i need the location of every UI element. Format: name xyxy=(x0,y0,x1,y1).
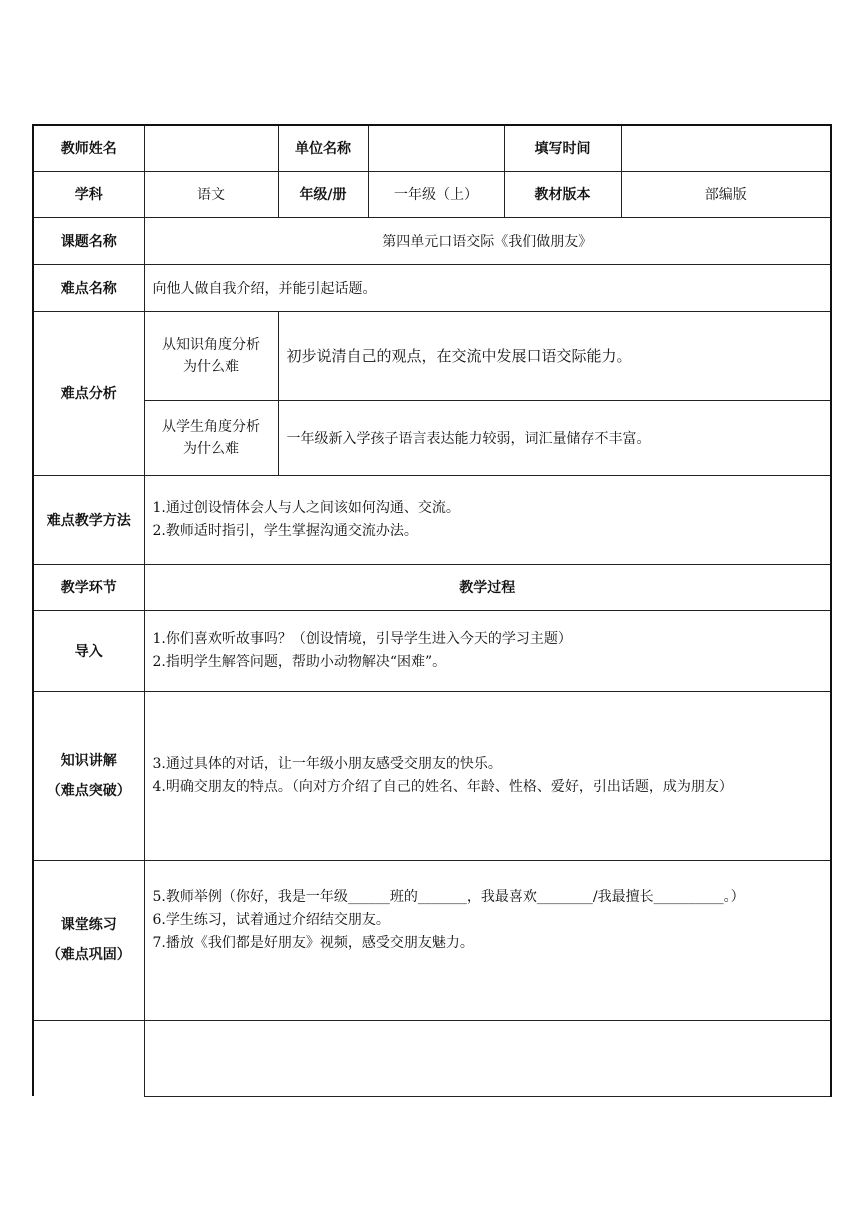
process-stage-header: 教学环节 xyxy=(33,564,144,610)
topic-row xyxy=(33,217,831,264)
student-angle-label xyxy=(144,400,278,475)
knowledge-content xyxy=(144,691,831,860)
lesson-plan-table xyxy=(32,124,832,1097)
intro-item: 1.你们喜欢听故事吗？（创设情境，引导学生进入今天的学习主题） xyxy=(152,630,572,647)
blank-value xyxy=(144,1020,831,1096)
process-header-row xyxy=(33,564,831,610)
fill-date-label: 填写时间 xyxy=(504,125,621,171)
difficulty-label: 难点名称 xyxy=(33,264,144,311)
practice-label xyxy=(33,860,144,1020)
knowledge-row xyxy=(33,691,831,860)
intro-item: 2.指明学生解答问题，帮助小动物解决“困难”。 xyxy=(152,653,447,670)
fill-date-value xyxy=(621,125,831,171)
intro-content xyxy=(144,610,831,691)
student-angle-line-1: 从学生角度分析 xyxy=(162,418,260,435)
analysis-row-knowledge xyxy=(33,311,831,400)
practice-content xyxy=(144,860,831,1020)
practice-row xyxy=(33,860,831,1020)
method-content xyxy=(144,475,831,564)
method-row xyxy=(33,475,831,564)
knowledge-angle-line-2: 为什么难 xyxy=(183,358,239,375)
method-item: 2.教师适时指引，学生掌握沟通交流办法。 xyxy=(152,522,418,539)
teacher-name-label: 教师姓名 xyxy=(33,125,144,171)
topic-value: 第四单元口语交际《我们做朋友》 xyxy=(144,217,831,264)
blank-label xyxy=(33,1020,144,1096)
unit-name-value xyxy=(368,125,504,171)
knowledge-item: 4.明确交朋友的特点。（向对方介绍了自己的姓名、年龄、性格、爱好，引出话题，成为朋友） xyxy=(152,778,733,795)
teacher-name-value xyxy=(144,125,278,171)
header-row-2 xyxy=(33,171,831,217)
edition-value: 部编版 xyxy=(621,171,831,217)
difficulty-row xyxy=(33,264,831,311)
subject-value: 语文 xyxy=(144,171,278,217)
knowledge-angle-line-1: 从知识角度分析 xyxy=(162,336,260,353)
method-label: 难点教学方法 xyxy=(33,475,144,564)
knowledge-angle-label xyxy=(144,311,278,400)
method-item: 1.通过创设情体会人与人之间该如何沟通、交流。 xyxy=(152,499,460,516)
grade-label: 年级/册 xyxy=(278,171,368,217)
practice-item: 7.播放《我们都是好朋友》视频，感受交朋友魅力。 xyxy=(152,934,474,951)
knowledge-label xyxy=(33,691,144,860)
analysis-row-student xyxy=(33,400,831,475)
practice-label-line-2: （难点巩固） xyxy=(46,947,131,963)
knowledge-angle-value: 初步说清自己的观点，在交流中发展口语交际能力。 xyxy=(278,311,831,400)
knowledge-label-line-2: （难点突破） xyxy=(46,782,131,799)
intro-label: 导入 xyxy=(33,610,144,691)
grade-value: 一年级（上） xyxy=(368,171,504,217)
edition-label: 教材版本 xyxy=(504,171,621,217)
intro-row xyxy=(33,610,831,691)
analysis-label: 难点分析 xyxy=(33,311,144,475)
process-content-header: 教学过程 xyxy=(144,564,831,610)
blank-row xyxy=(33,1020,831,1096)
student-angle-line-2: 为什么难 xyxy=(183,440,239,457)
practice-item: 5.教师举例（你好，我是一年级______班的_______，我最喜欢________/我最擅长__________。） xyxy=(152,888,745,905)
knowledge-item: 3.通过具体的对话，让一年级小朋友感受交朋友的快乐。 xyxy=(152,755,502,772)
student-angle-value: 一年级新入学孩子语言表达能力较弱，词汇量储存不丰富。 xyxy=(278,400,831,475)
practice-label-line-1: 课堂练习 xyxy=(60,917,117,933)
subject-label: 学科 xyxy=(33,171,144,217)
knowledge-label-line-1: 知识讲解 xyxy=(60,752,117,769)
practice-item: 6.学生练习，试着通过介绍结交朋友。 xyxy=(152,911,390,928)
difficulty-value: 向他人做自我介绍，并能引起话题。 xyxy=(144,264,831,311)
unit-name-label: 单位名称 xyxy=(278,125,368,171)
topic-label: 课题名称 xyxy=(33,217,144,264)
header-row-1 xyxy=(33,125,831,171)
